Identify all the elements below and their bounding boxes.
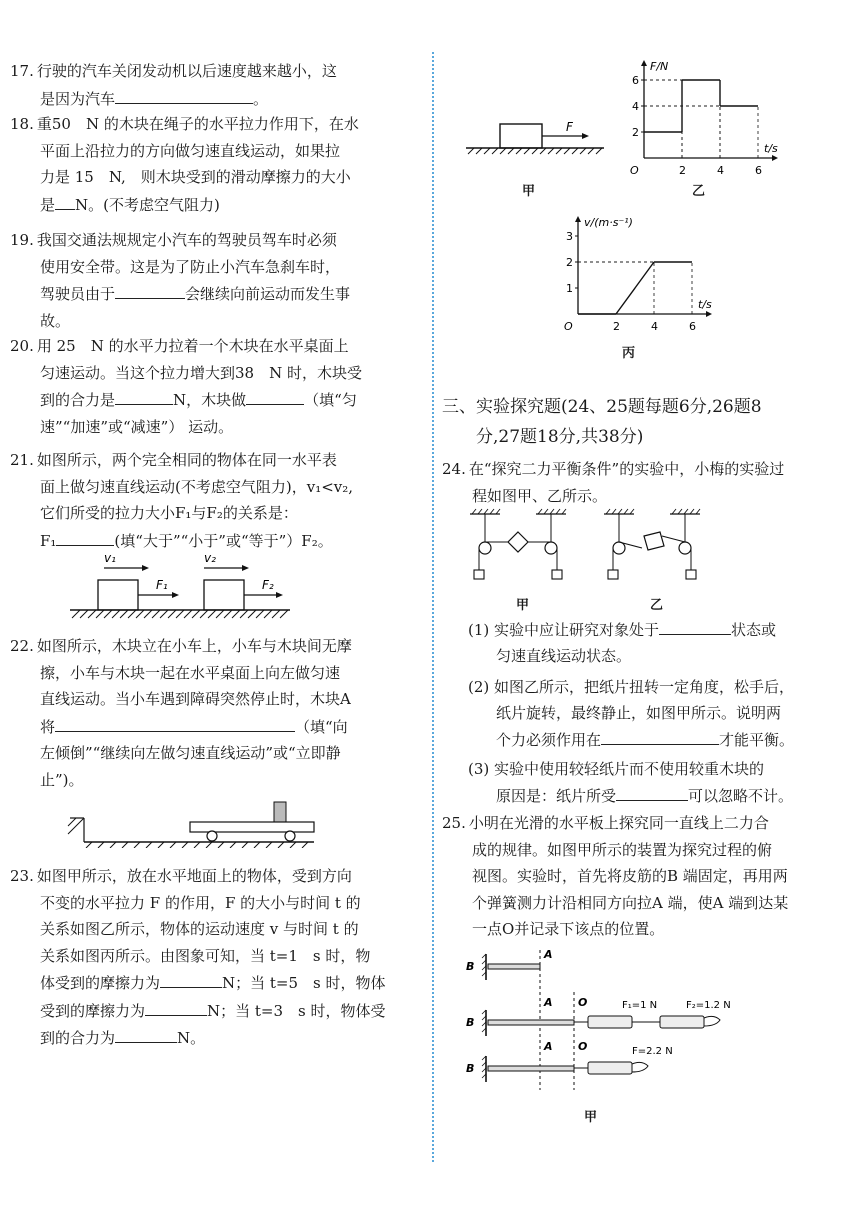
column-divider	[432, 52, 434, 1162]
weight-right	[552, 570, 562, 579]
spring-scale-1	[588, 1016, 632, 1028]
svg-text:A: A	[544, 948, 553, 961]
answer-blank[interactable]	[246, 386, 304, 405]
svg-text:O: O	[578, 1040, 588, 1053]
apparatus-jia	[470, 509, 566, 579]
cart-wheel-left	[207, 831, 217, 841]
fig23-bing-chart	[556, 210, 736, 334]
x-tick-label: 6	[755, 164, 762, 177]
y-tick-label: 4	[632, 100, 639, 113]
y-axis-arrow	[641, 60, 647, 66]
y-tick-label: 2	[566, 256, 573, 269]
answer-blank[interactable]	[601, 726, 719, 745]
x-axis-label: t/s	[764, 142, 778, 155]
spring-scale-2	[660, 1016, 704, 1028]
q24-figure	[466, 508, 756, 588]
force-label: F	[566, 120, 573, 134]
spring-scale-3	[588, 1062, 632, 1074]
svg-text:F₁=1 N: F₁=1 N	[622, 1000, 658, 1011]
q24-part-1: (1) 实验中应让研究对象处于 状态或 匀速直线运动状态。	[468, 616, 776, 669]
origin-label: O	[564, 320, 573, 333]
block-2	[204, 580, 244, 610]
answer-blank[interactable]	[616, 782, 688, 801]
x-axis-arrow	[706, 311, 712, 317]
cart-body	[190, 822, 314, 832]
y-tick-label: 3	[566, 230, 573, 243]
x-axis-label: t/s	[698, 298, 712, 311]
pulley-right	[545, 542, 557, 554]
svg-text:F₂=1.2 N: F₂=1.2 N	[686, 1000, 731, 1011]
v1-label: v₁	[104, 552, 116, 565]
q21-figure	[66, 552, 292, 624]
fig23-yi-caption: 乙	[692, 184, 706, 199]
f1-label: F₁	[156, 578, 168, 592]
paper-card-twisted	[644, 532, 664, 550]
x-axis-arrow	[772, 155, 778, 161]
answer-blank[interactable]	[56, 527, 114, 546]
x-tick-label: 2	[679, 164, 686, 177]
hand-icon	[632, 1062, 648, 1072]
f2-label: F₂	[262, 578, 274, 592]
x-tick-label: 6	[689, 320, 696, 333]
q-number: 17.	[10, 62, 34, 80]
answer-blank[interactable]	[160, 969, 222, 988]
x-tick-label: 2	[613, 320, 620, 333]
fig23-jia-caption: 甲	[522, 184, 536, 199]
fig23-jia	[462, 114, 608, 158]
answer-blank[interactable]	[115, 280, 185, 299]
y-axis-label: F/N	[650, 60, 669, 73]
question-24: 24. 在“探究二力平衡条件”的实验中，小梅的实验过 程如图甲、乙所示。	[442, 460, 785, 505]
weight-left	[474, 570, 484, 579]
svg-text:B: B	[466, 960, 475, 973]
origin-label: O	[630, 164, 639, 177]
svg-text:A: A	[544, 996, 553, 1009]
x-tick-label: 4	[651, 320, 658, 333]
question-19: 19. 我国交通法规规定小汽车的驾驶员驾车时必须 使用安全带。这是为了防止小汽车急刹车时， 驾驶员由于 会继续向前运动而发生事 故。	[10, 231, 351, 330]
rubber-band-row-3	[466, 1040, 673, 1082]
answer-blank[interactable]	[55, 713, 295, 732]
apparatus-yi	[604, 509, 700, 579]
y-tick-label: 6	[632, 74, 639, 87]
answer-blank[interactable]	[55, 191, 75, 210]
x-tick-label: 4	[717, 164, 724, 177]
svg-text:A: A	[544, 1040, 553, 1053]
y-tick-label: 1	[566, 282, 573, 295]
question-25: 25. 小明在光滑的水平板上探究同一直线上二力合 成的规律。如图甲所示的装置为探究过程的俯 视图。实验时，首先将皮筋的B 端固定，再用两 个弹簧测力计沿相同方向拉A 端，使A 端到达某 一点O并记录下该点的位置。	[442, 814, 789, 938]
svg-text:O: O	[578, 996, 588, 1009]
section-3-heading: 三、实验探究题(24、25题每题6分,26题8 分,27题18分,共38分)	[442, 397, 762, 447]
y-tick-label: 2	[632, 126, 639, 139]
hand-icon	[704, 1016, 720, 1026]
wood-block-A	[274, 802, 286, 822]
y-axis-arrow	[575, 216, 581, 222]
answer-blank[interactable]	[115, 386, 173, 405]
question-20: 20. 用 25 N 的水平力拉着一个木块在水平桌面上 匀速运动。当这个拉力增大到38 N 时，木块受 到的合力是 N，木块做 （填“匀 速”“加速”或“减速”） 运动。	[10, 337, 362, 436]
answer-blank[interactable]	[115, 85, 253, 104]
answer-blank[interactable]	[115, 1024, 177, 1043]
object-block	[500, 124, 542, 148]
q25-caption: 甲	[584, 1110, 598, 1125]
answer-blank[interactable]	[659, 616, 731, 635]
question-23: 23. 如图甲所示，放在水平地面上的物体，受到方向 不变的水平拉力 F 的作用，F 的大小与时间 t 的 关系如图乙所示，物体的运动速度 v 与时间 t 的 关系如图丙所示。由图象可知，当 t=1 s 时，物 体受到的摩擦力为 N；当 t=5 s 时，物体 受到的摩擦力为 N；当 t=3 s 时，物体受 到的合力为 N。	[10, 867, 386, 1047]
q24-part-2: (2) 如图乙所示，把纸片扭转一定角度，松手后， 纸片旋转，最终静止，如图甲所示。说明两 个力必须作用在 才能平衡。	[468, 678, 795, 749]
fig23-bing-caption: 丙	[622, 346, 636, 361]
cart-wheel-right	[285, 831, 295, 841]
question-22: 22. 如图所示，木块立在小车上，小车与木块间无摩 擦，小车与木块一起在水平桌面上向左做匀速 直线运动。当小车遇到障碍突然停止时，木块A 将 （填“向 左倾倒”“继续向左做匀速直线运动”或“立即静 止”)。	[10, 637, 352, 789]
q24-part-3: (3) 实验中使用较轻纸片而不使用较重木块的 原因是：纸片所受 可以忽略不计。	[468, 760, 794, 805]
svg-text:B: B	[466, 1062, 475, 1075]
v1-arrow-head	[142, 565, 149, 571]
fig23-yi-chart	[622, 54, 790, 178]
rubber-band-row-2	[466, 996, 731, 1036]
question-17: 17. 行驶的汽车关闭发动机以后速度越来越小，这 是因为汽车 。	[10, 62, 337, 108]
q24-jia-caption: 甲	[516, 598, 530, 613]
svg-text:F=2.2 N: F=2.2 N	[632, 1046, 673, 1057]
data-segment	[616, 262, 654, 314]
question-21: 21. 如图所示，两个完全相同的物体在同一水平表 面上做匀速直线运动(不考虑空气阻力)，v₁<v₂, 它们所受的拉力大小F₁与F₂的关系是： F₁ (填“大于”“小于”或“等于”）F₂。	[10, 451, 354, 550]
svg-text:B: B	[466, 1016, 475, 1029]
block-1	[98, 580, 138, 610]
pulley-left	[479, 542, 491, 554]
paper-card	[508, 532, 528, 552]
answer-blank[interactable]	[145, 997, 207, 1016]
y-axis-label: v/(m·s⁻¹)	[584, 216, 633, 229]
v2-label: v₂	[204, 552, 216, 565]
q22-figure	[64, 798, 318, 848]
q24-yi-caption: 乙	[650, 598, 664, 613]
ground-hatch	[72, 610, 288, 618]
question-18: 18. 重50 N 的木块在绳子的水平拉力作用下，在水 平面上沿拉力的方向做匀速直线运动，如果拉 力是 15 N, 则木块受到的滑动摩擦力的大小 是 N。(不考虑空气阻力)	[10, 115, 359, 214]
q25-figure	[464, 944, 744, 1104]
